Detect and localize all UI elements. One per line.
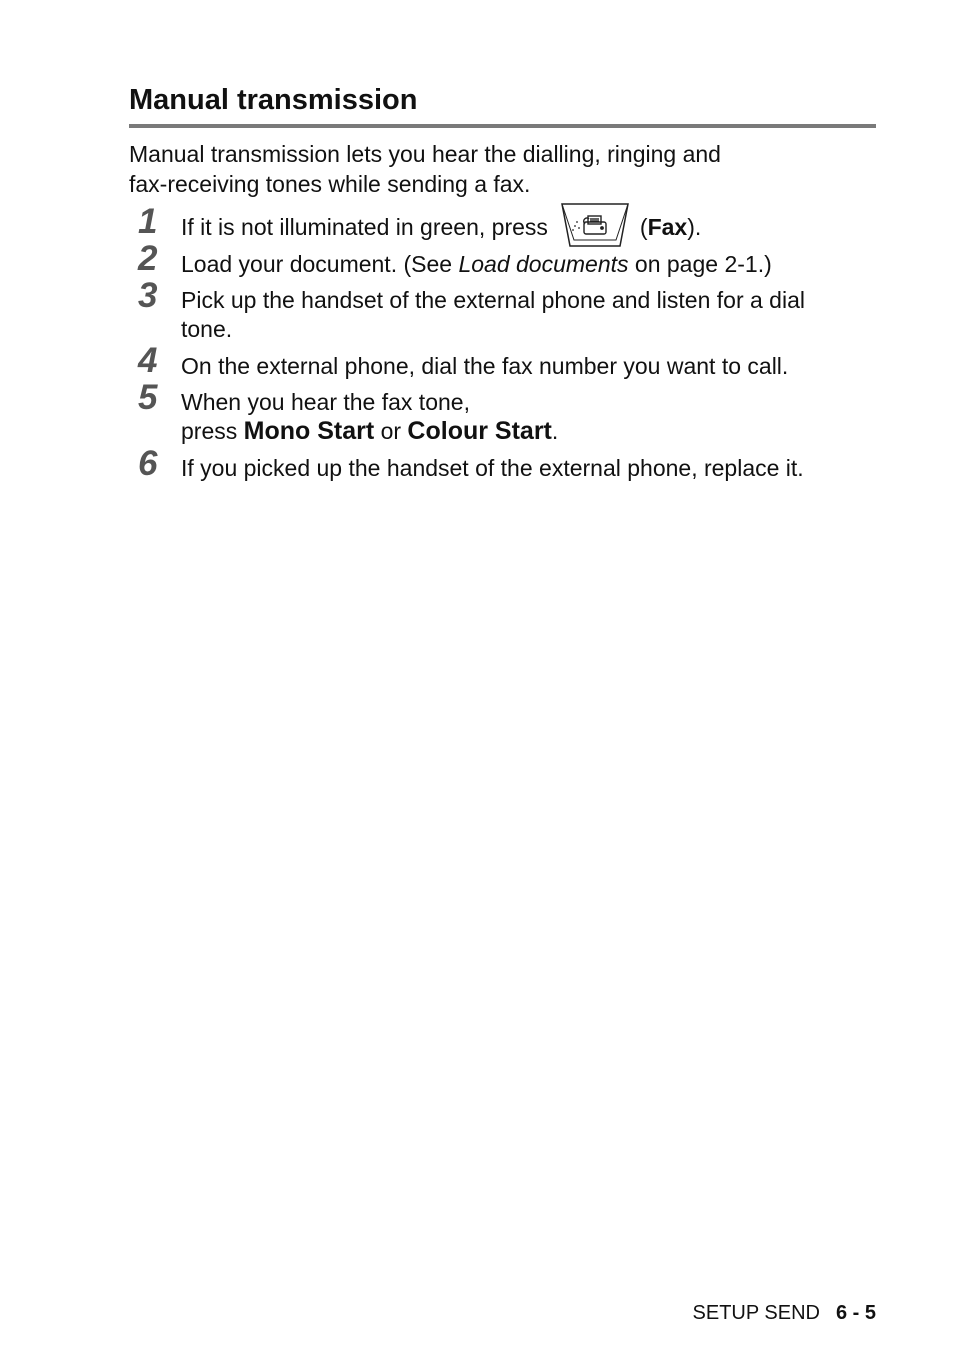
- intro-line-2: fax-receiving tones while sending a fax.: [129, 171, 531, 197]
- step-number-4: 4: [138, 341, 158, 380]
- step-5-line-2: [181, 417, 881, 446]
- intro-paragraph: [129, 139, 876, 199]
- step-1-after: ).: [687, 214, 702, 240]
- step-1-open-paren: (: [639, 214, 648, 240]
- step-5-end: .: [551, 418, 559, 444]
- page-footer: [693, 1300, 876, 1326]
- step-number-1: 1: [138, 202, 158, 241]
- step-2-text: [181, 250, 881, 279]
- step-1-text: [181, 213, 881, 242]
- step-1-before: If it is not illuminated in green, press: [181, 214, 548, 240]
- colour-start-key-label: Colour Start: [407, 417, 552, 445]
- step-2-after: on page 2-1.): [628, 251, 772, 277]
- step-4-text: [181, 352, 881, 381]
- step-5-or: or: [374, 418, 408, 444]
- step-number-5: 5: [138, 378, 158, 417]
- intro-line-1: Manual transmission lets you hear the dialling, ringing and: [129, 141, 721, 167]
- step-number-6: 6: [138, 444, 158, 483]
- section-title: Manual transmission: [129, 84, 418, 116]
- mono-start-key-label: Mono Start: [243, 417, 375, 445]
- step-3-line-1: Pick up the handset of the external phone and listen for a dial: [181, 287, 805, 313]
- fax-key-label: Fax: [647, 214, 688, 240]
- load-documents-reference: Load documents: [458, 251, 629, 277]
- step-5-press: press: [181, 418, 244, 444]
- step-2-before: Load your document. (See: [181, 251, 459, 277]
- step-6-text: [181, 454, 881, 483]
- step-number-3: 3: [138, 276, 158, 315]
- step-3-text: [181, 286, 881, 344]
- fax-key-icon: [560, 202, 630, 248]
- step-5-text: [181, 388, 881, 446]
- title-underline: [129, 124, 876, 128]
- step-6-line: If you picked up the handset of the external phone, replace it.: [181, 455, 804, 481]
- footer-page-number: 6 - 5: [835, 1302, 876, 1324]
- footer-section-name: SETUP SEND: [692, 1302, 820, 1324]
- step-number-2: 2: [138, 239, 158, 278]
- step-4-line: On the external phone, dial the fax number you want to call.: [181, 353, 789, 379]
- step-3-line-2: tone.: [181, 316, 233, 342]
- step-5-line-1: When you hear the fax tone,: [181, 389, 470, 415]
